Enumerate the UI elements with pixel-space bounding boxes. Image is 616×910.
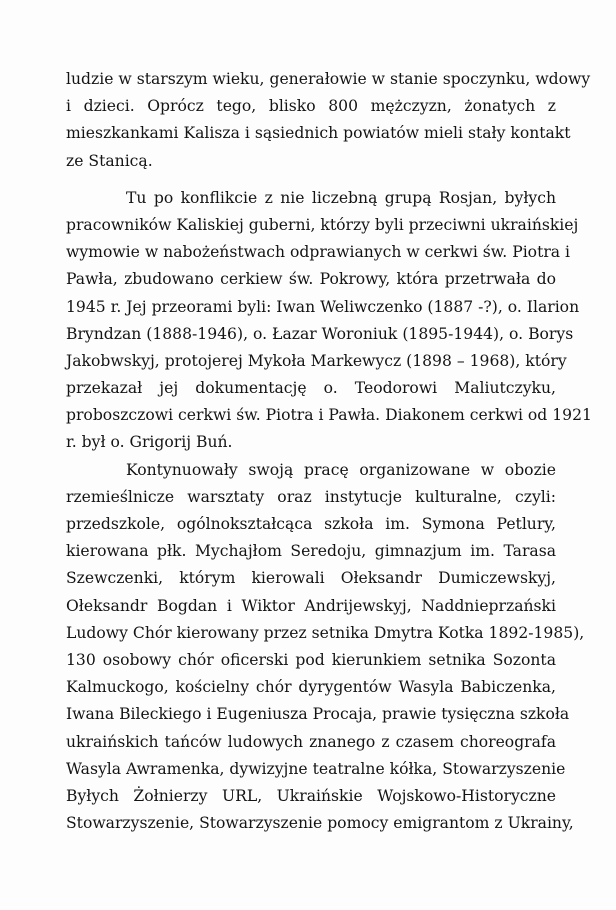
paragraph-3 [66,457,585,838]
text-line: 130 osobowy chór oficerski pod kierunkiem setnika Sozonta [66,650,556,669]
text-line: r. był o. Grigorij Buń. [66,433,233,452]
text-line: proboszczowi cerkwi św. Piotra i Pawła. Diakonem cerkwi od 1921 [66,406,592,425]
text-line: Kontynuowały swoją pracę organizowane w obozie [126,460,556,479]
text-line: ukraińskich tańców ludowych znanego z czasem choreografa [66,732,556,751]
text-line: Iwana Bileckiego i Eugeniusza Procaja, prawie tysięczna szkoła [66,705,570,724]
text-line: Pawła, zbudowano cerkiew św. Pokrowy, która przetrwała do [66,270,556,289]
text-line: i dzieci. Oprócz tego, blisko 800 mężczyzn, żonatych z [66,97,556,116]
text-line: Ołeksandr Bogdan i Wiktor Andrijewskyj, Naddnieprzański [66,596,556,615]
text-line: Kalmuckogo, kościelny chór dyrygentów Wasyla Babiczenka, [66,678,556,697]
text-line: mieszkankami Kalisza i sąsiednich powiatów mieli stały kontakt [66,124,571,143]
body-text [66,66,592,837]
text-line: przedszkole, ogólnokształcąca szkoła im. Symona Petlury, [66,515,556,533]
text-line: 1945 r. Jej przeorami byli: Iwan Weliwczenko (1887 -?), o. Ilarion [66,297,580,316]
text-line: ludzie w starszym wieku, generałowie w stanie spoczynku, wdowy [66,70,591,88]
text-line: Byłych Żołnierzy URL, Ukraińskie Wojskowo-Historyczne [66,786,556,805]
text-line: ze Stanicą. [66,151,153,170]
text-line: Bryndzan (1888-1946), o. Łazar Woroniuk (1895-1944), o. Borys [66,324,574,343]
paragraph-2 [66,185,592,457]
text-line: kierowana płk. Mychajłom Seredoju, gimnazjum im. Tarasa [66,542,556,561]
text-line: Wasyla Awramenka, dywizyjne teatralne kółka, Stowarzyszenie [66,759,566,778]
paragraph-1 [66,66,591,175]
text-line: rzemieślnicze warsztaty oraz instytucje kulturalne, czyli: [66,487,556,506]
text-line: Tu po konflikcie z nie liczebną grupą Rosjan, byłych [126,188,556,207]
text-line: pracowników Kaliskiej guberni, którzy byli przeciwni ukraińskiej [66,215,579,234]
paragraph-gap [66,175,556,185]
text-line: Ludowy Chór kierowany przez setnika Dmytra Kotka 1892-1985), [66,623,585,642]
text-line: Stowarzyszenie, Stowarzyszenie pomocy emigrantom z Ukrainy, [66,814,574,833]
text-line: wymowie w nabożeństwach odprawianych w cerkwi św. Piotra i [66,243,571,262]
text-line: przekazał jej dokumentację o. Teodorowi Maliutczyku, [66,379,556,398]
text-line: Szewczenki, którym kierowali Ołeksandr Dumiczewskyj, [66,569,556,588]
text-line: Jakobwskyj, protojerej Mykoła Markewycz (1898 – 1968), który [66,351,567,370]
